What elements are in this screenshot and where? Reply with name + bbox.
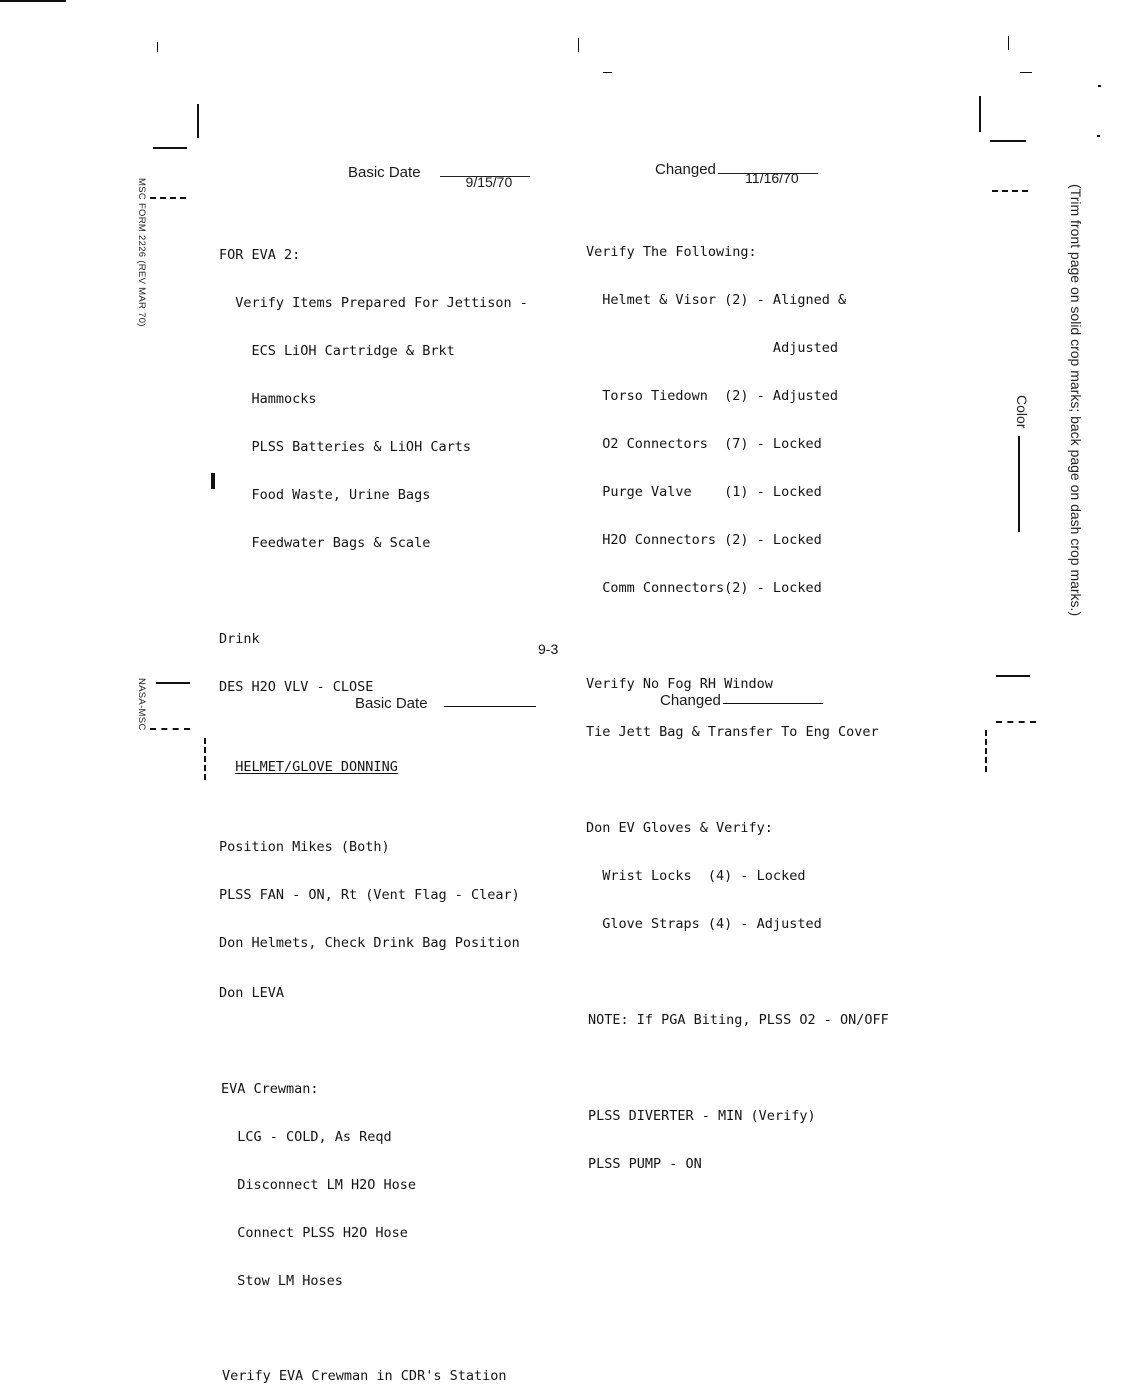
- line: ECS LiOH Cartridge & Brkt: [219, 343, 455, 359]
- footer-changed-label: Changed: [660, 692, 721, 709]
- line: EVA Crewman:: [221, 1081, 319, 1097]
- line: Verify The Following:: [586, 244, 757, 260]
- basic-date-value: [440, 158, 530, 190]
- right-column: [586, 212, 889, 1188]
- line: [219, 1033, 528, 1049]
- dash-crop-mark: [996, 721, 1036, 723]
- line: PLSS PUMP - ON: [588, 1156, 702, 1172]
- changed-date-text: 11/16/70: [745, 170, 799, 186]
- basic-date-text: 9/15/70: [465, 174, 513, 190]
- line: Tie Jett Bag & Transfer To Eng Cover: [586, 724, 879, 740]
- crop-mark: [153, 147, 187, 149]
- change-bar: [211, 473, 215, 489]
- line: Food Waste, Urine Bags: [219, 487, 431, 503]
- line: Stow LM Hoses: [221, 1273, 343, 1289]
- changed-label: Changed: [655, 161, 716, 178]
- left-column: [219, 215, 528, 1400]
- line: H2O Connectors (2) - Locked: [586, 532, 822, 548]
- dash-crop-mark: [150, 197, 186, 199]
- line: Comm Connectors(2) - Locked: [586, 580, 822, 596]
- line: Glove Straps (4) - Adjusted: [586, 916, 822, 932]
- line: [586, 628, 889, 644]
- crop-mark: [990, 140, 1026, 142]
- speck: [1097, 135, 1100, 137]
- line: Don Helmets, Check Drink Bag Position: [219, 935, 520, 951]
- line: Helmet & Visor (2) - Aligned &: [586, 292, 847, 308]
- speck: [1098, 85, 1101, 87]
- line: PLSS FAN - ON, Rt (Vent Flag - Clear): [219, 887, 520, 903]
- dash-crop-mark: [985, 730, 987, 772]
- dash-crop-mark: [150, 728, 190, 730]
- line: Feedwater Bags & Scale: [219, 535, 431, 551]
- footer-basic-date-line: [444, 706, 536, 707]
- line: Position Mikes (Both): [219, 839, 390, 855]
- note-line: NOTE: If PGA Biting, PLSS O2 - ON/OFF: [588, 1012, 889, 1028]
- line: Torso Tiedown (2) - Adjusted: [586, 388, 838, 404]
- line: Verify No Fog RH Window: [586, 676, 773, 692]
- line: Don EV Gloves & Verify:: [586, 820, 773, 836]
- crop-mark: [157, 42, 158, 52]
- line: Purge Valve (1) - Locked: [586, 484, 822, 500]
- changed-date-value: [718, 154, 818, 186]
- line: DES H2O VLV - CLOSE: [219, 679, 374, 695]
- line: Don LEVA: [219, 985, 285, 1001]
- basic-date-label: Basic Date: [348, 164, 421, 181]
- line: Drink: [219, 631, 260, 647]
- line: Adjusted: [586, 340, 838, 356]
- nasa-label: NASA-MSC: [136, 678, 147, 731]
- line: LCG - COLD, As Reqd: [221, 1129, 392, 1145]
- footer-changed-line: [723, 703, 823, 704]
- form-id: MSC FORM 2226 (REV MAR 70): [136, 178, 147, 327]
- line: [219, 727, 528, 743]
- dash-crop-mark: [204, 738, 206, 780]
- line: PLSS DIVERTER - MIN (Verify): [588, 1108, 816, 1124]
- line: Verify EVA Crewman in CDR's Station: [222, 1368, 507, 1384]
- crop-mark: [996, 675, 1030, 677]
- footer-basic-date-label: Basic Date: [355, 695, 428, 712]
- trim-note: (Trim front page on solid crop marks; back page on dash crop marks.): [1068, 184, 1084, 617]
- crop-mark: [0, 0, 66, 2]
- section-heading: HELMET/GLOVE DONNING: [235, 759, 398, 775]
- line: PLSS Batteries & LiOH Carts: [219, 439, 471, 455]
- line: Connect PLSS H2O Hose: [221, 1225, 408, 1241]
- line: O2 Connectors (7) - Locked: [586, 436, 822, 452]
- line: [219, 791, 528, 807]
- crop-mark: [156, 682, 190, 684]
- line: [219, 1321, 528, 1337]
- crop-mark: [979, 96, 981, 132]
- crop-mark: [578, 38, 579, 52]
- line: [219, 583, 528, 599]
- crop-mark: [1008, 36, 1009, 50]
- line: FOR EVA 2:: [219, 247, 301, 263]
- line: [586, 1060, 889, 1076]
- line: [586, 964, 889, 980]
- crop-mark: [197, 104, 199, 138]
- line: [586, 772, 889, 788]
- crop-mark: [1020, 72, 1032, 73]
- color-line: [1018, 436, 1020, 532]
- line: Verify Items Prepared For Jettison -: [219, 295, 528, 311]
- page-number: 9-3: [538, 641, 559, 657]
- dash-crop-mark: [992, 190, 1028, 192]
- line: Disconnect LM H2O Hose: [221, 1177, 417, 1193]
- line: Wrist Locks (4) - Locked: [586, 868, 806, 884]
- crop-mark: [603, 72, 612, 73]
- line: Hammocks: [219, 391, 317, 407]
- color-label: Color: [1014, 395, 1030, 429]
